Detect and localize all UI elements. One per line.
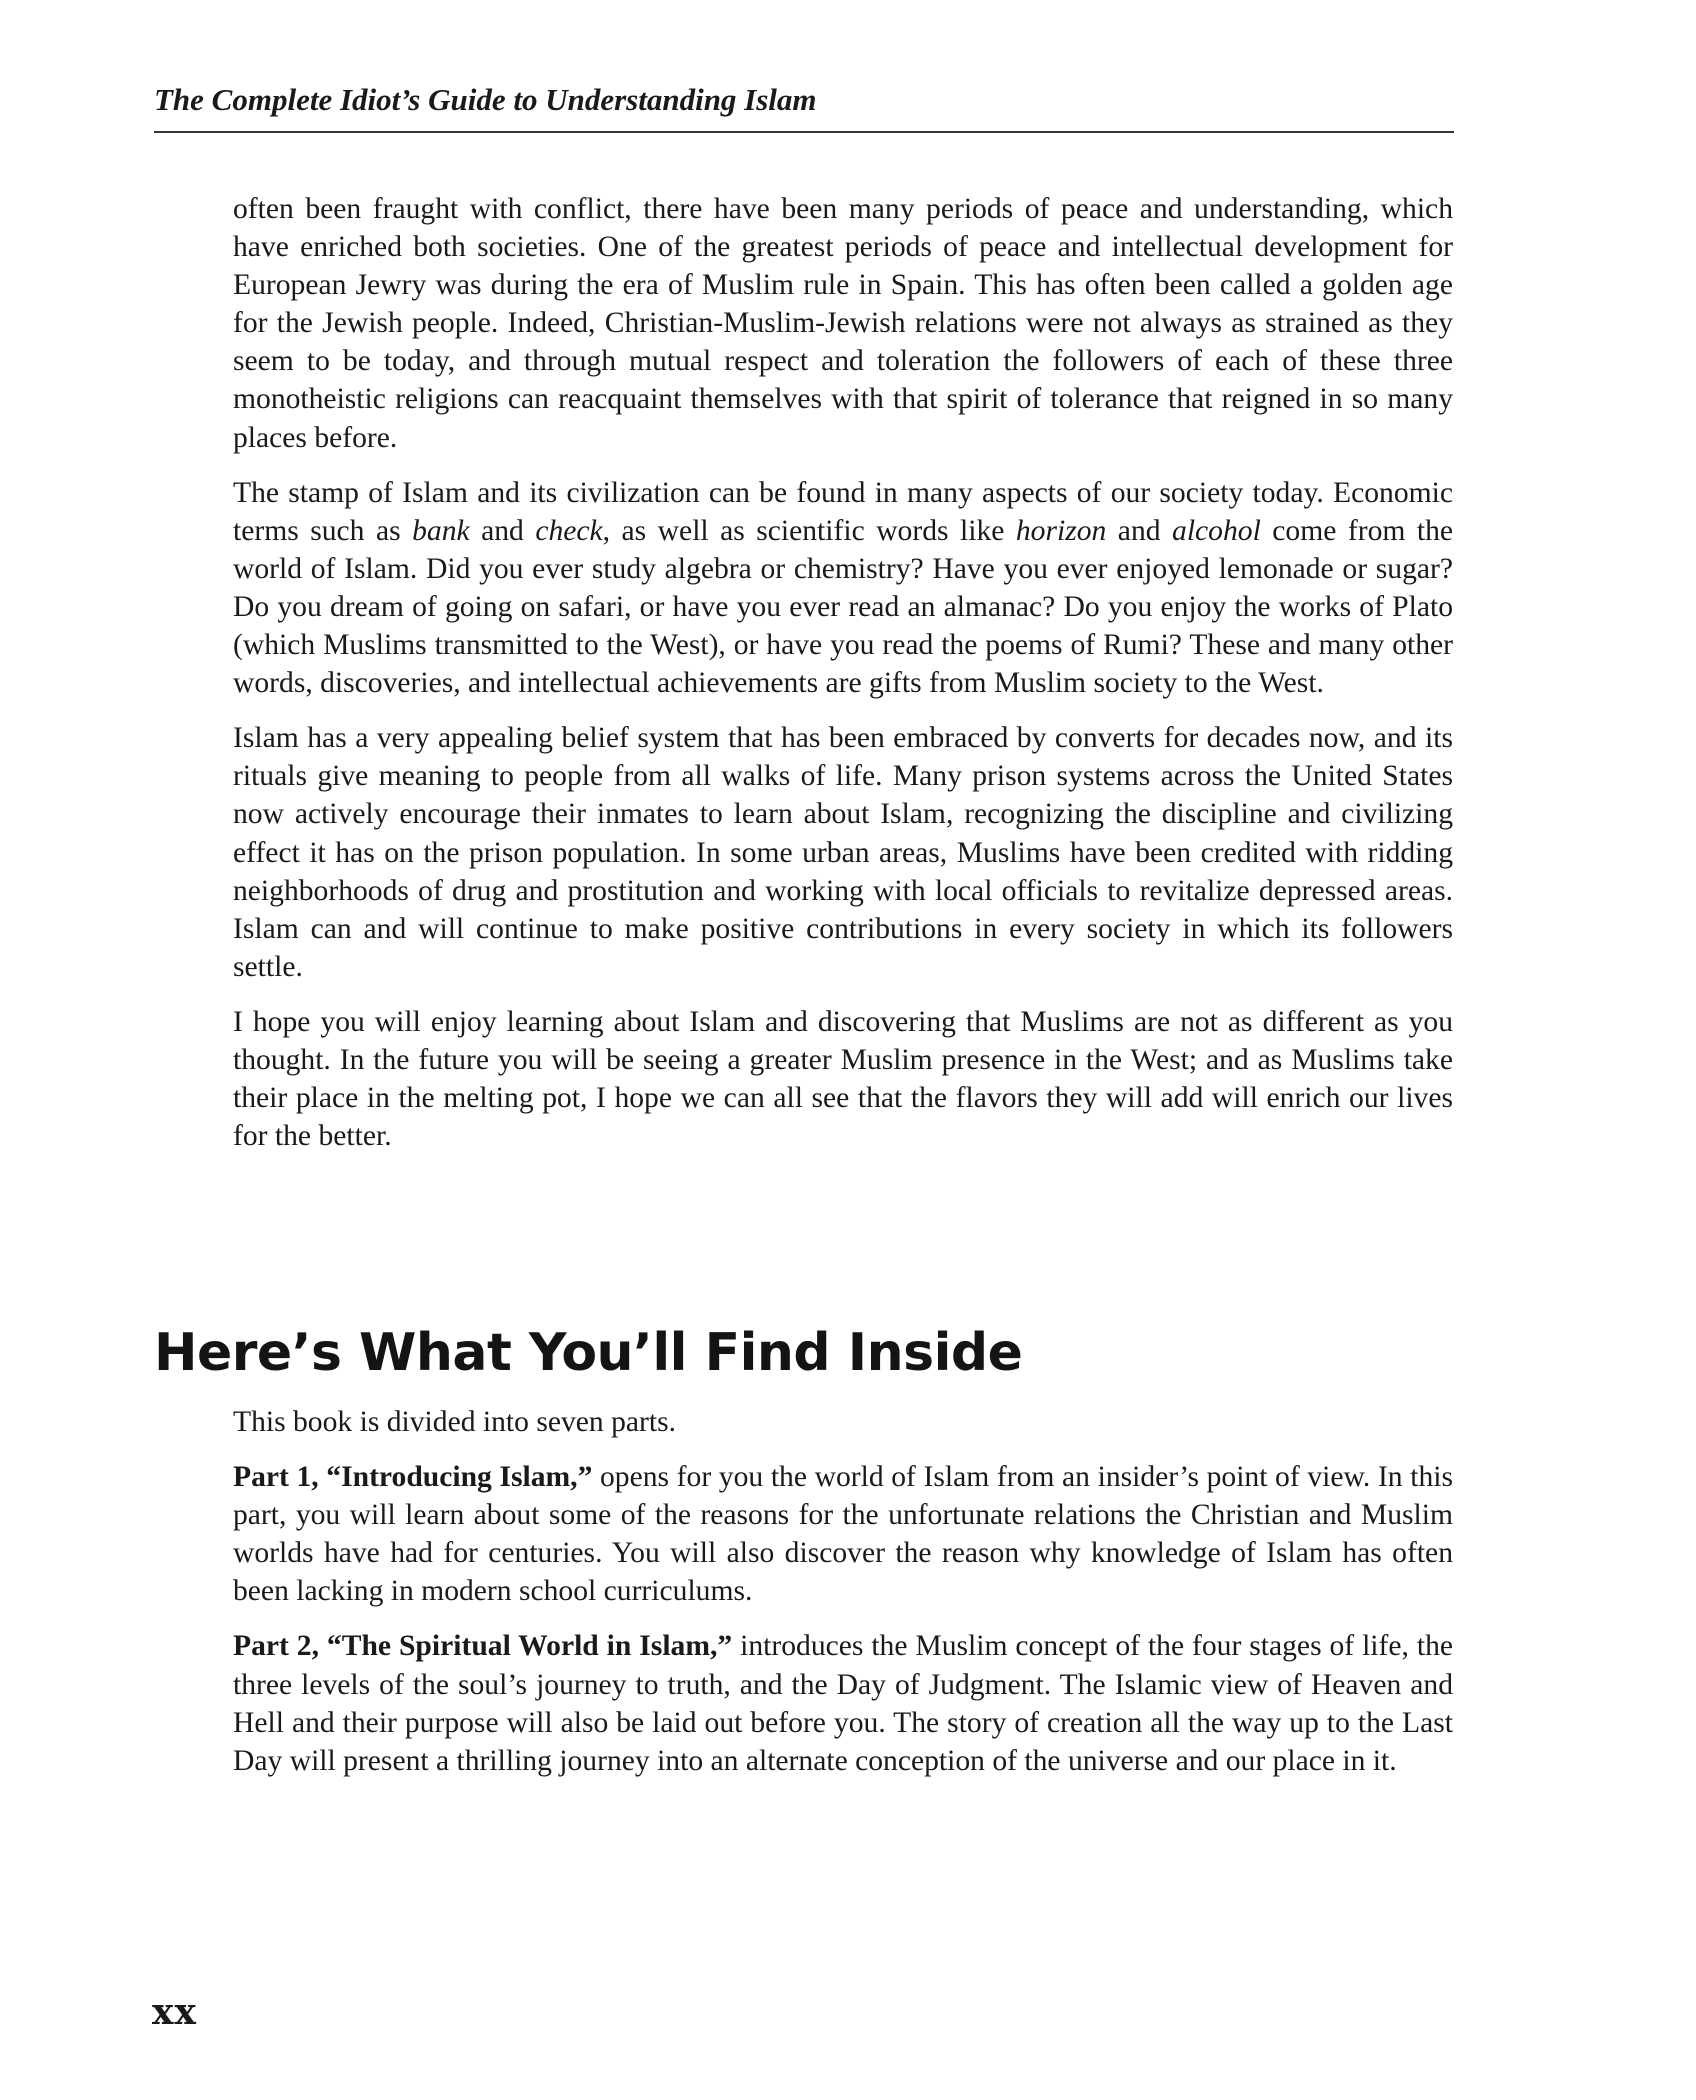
section-heading: Here’s What You’ll Find Inside (154, 1323, 1023, 1383)
paragraph-text-span: and (1106, 514, 1173, 547)
paragraph-stamp-of-islam (233, 474, 1453, 703)
paragraph-text-span: and (469, 514, 536, 547)
page-number: xx (152, 1991, 197, 2033)
paragraph-enjoy-learning: I hope you will enjoy learning about Islam and discovering that Muslims are not as different as you thought. In the future you will be seeing a greater Muslim presence in the West; and as Muslims take their place in the melting pot, I hope we can all see that the flavors they will add will enrich our lives for the better. (233, 1005, 1453, 1153)
italic-term: bank (412, 514, 470, 547)
section-intro: This book is divided into seven parts. (233, 1406, 677, 1438)
part-2-description (233, 1627, 1453, 1779)
part-2-label: Part 2, “The Spiritual World in Islam,” (233, 1630, 733, 1663)
paragraph-belief-system: Islam has a very appealing belief system that has been embraced by converts for decades now, and its rituals give meaning to people from all walks of life. Many prison systems across the United States now actively encourage their inmates to learn about Islam, recognizing the discipline and civilizing effect it has on the prison population. In some urban areas, Muslims have been credited with ridding neighborhoods of drug and prostitution and working with local officials to revitalize depressed areas. Islam can and will continue to make positive contributions in every society in which its followers settle. (233, 722, 1453, 983)
running-head-title: The Complete Idiot’s Guide to Understanding Islam (154, 82, 817, 117)
header-rule (154, 131, 1454, 133)
body-text-bottom (233, 1403, 1453, 1780)
body-text-top (233, 190, 1453, 1155)
paragraph-text-span: , as well as scientific words like (602, 514, 1016, 547)
paragraph-text-span: come from the world of Islam. Did you ever study algebra or chemistry? Have you ever enjoyed lemonade or sugar? Do you dream of going on safari, or have you ever read an almanac? Do you enjoy the works of Plato (which Muslims transmitted to the West), or have you read the poems of Rumi? These and many other words, discoveries, and intellectual achievements are gifts from Muslim society to the West. (233, 514, 1454, 700)
paragraph-peace: often been fraught with conflict, there have been many periods of peace and understanding, which have enriched both societies. One of the greatest periods of peace and intellectual development for European Jewry was during the era of Muslim rule in Spain. This has often been called a golden age for the Jewish people. Indeed, Christian-Muslim-Jewish relations were not always as strained as they seem to be today, and through mutual respect and toleration the followers of each of these three monotheistic religions can reacquaint themselves with that spirit of tolerance that reigned in so many places before. (233, 193, 1453, 454)
paragraph-text-span: The stamp of Islam and its civilization can be found in many aspects of our society today. Economic terms such as (233, 476, 1453, 547)
part-1-text: opens for you the world of Islam from an insider’s point of view. In this part, you will learn about some of the reasons for the unfortunate relations the Christian and Muslim worlds have had for centuries. You will also discover the reason why knowledge of Islam has often been lacking in modern school curriculums. (233, 1461, 1453, 1608)
italic-term: alcohol (1172, 514, 1261, 547)
italic-term: check (535, 514, 603, 547)
italic-term: horizon (1015, 514, 1107, 547)
part-2-text: introduces the Muslim concept of the four stages of life, the three levels of the soul’s journey to truth, and the Day of Judgment. The Islamic view of Heaven and Hell and their purpose will also be laid out before you. The story of creation all the way up to the Last Day will present a thrilling journey into an alternate conception of the universe and our place in it. (233, 1630, 1453, 1777)
part-1-label: Part 1, “Introducing Islam,” (233, 1461, 593, 1494)
part-1-description (233, 1458, 1453, 1610)
